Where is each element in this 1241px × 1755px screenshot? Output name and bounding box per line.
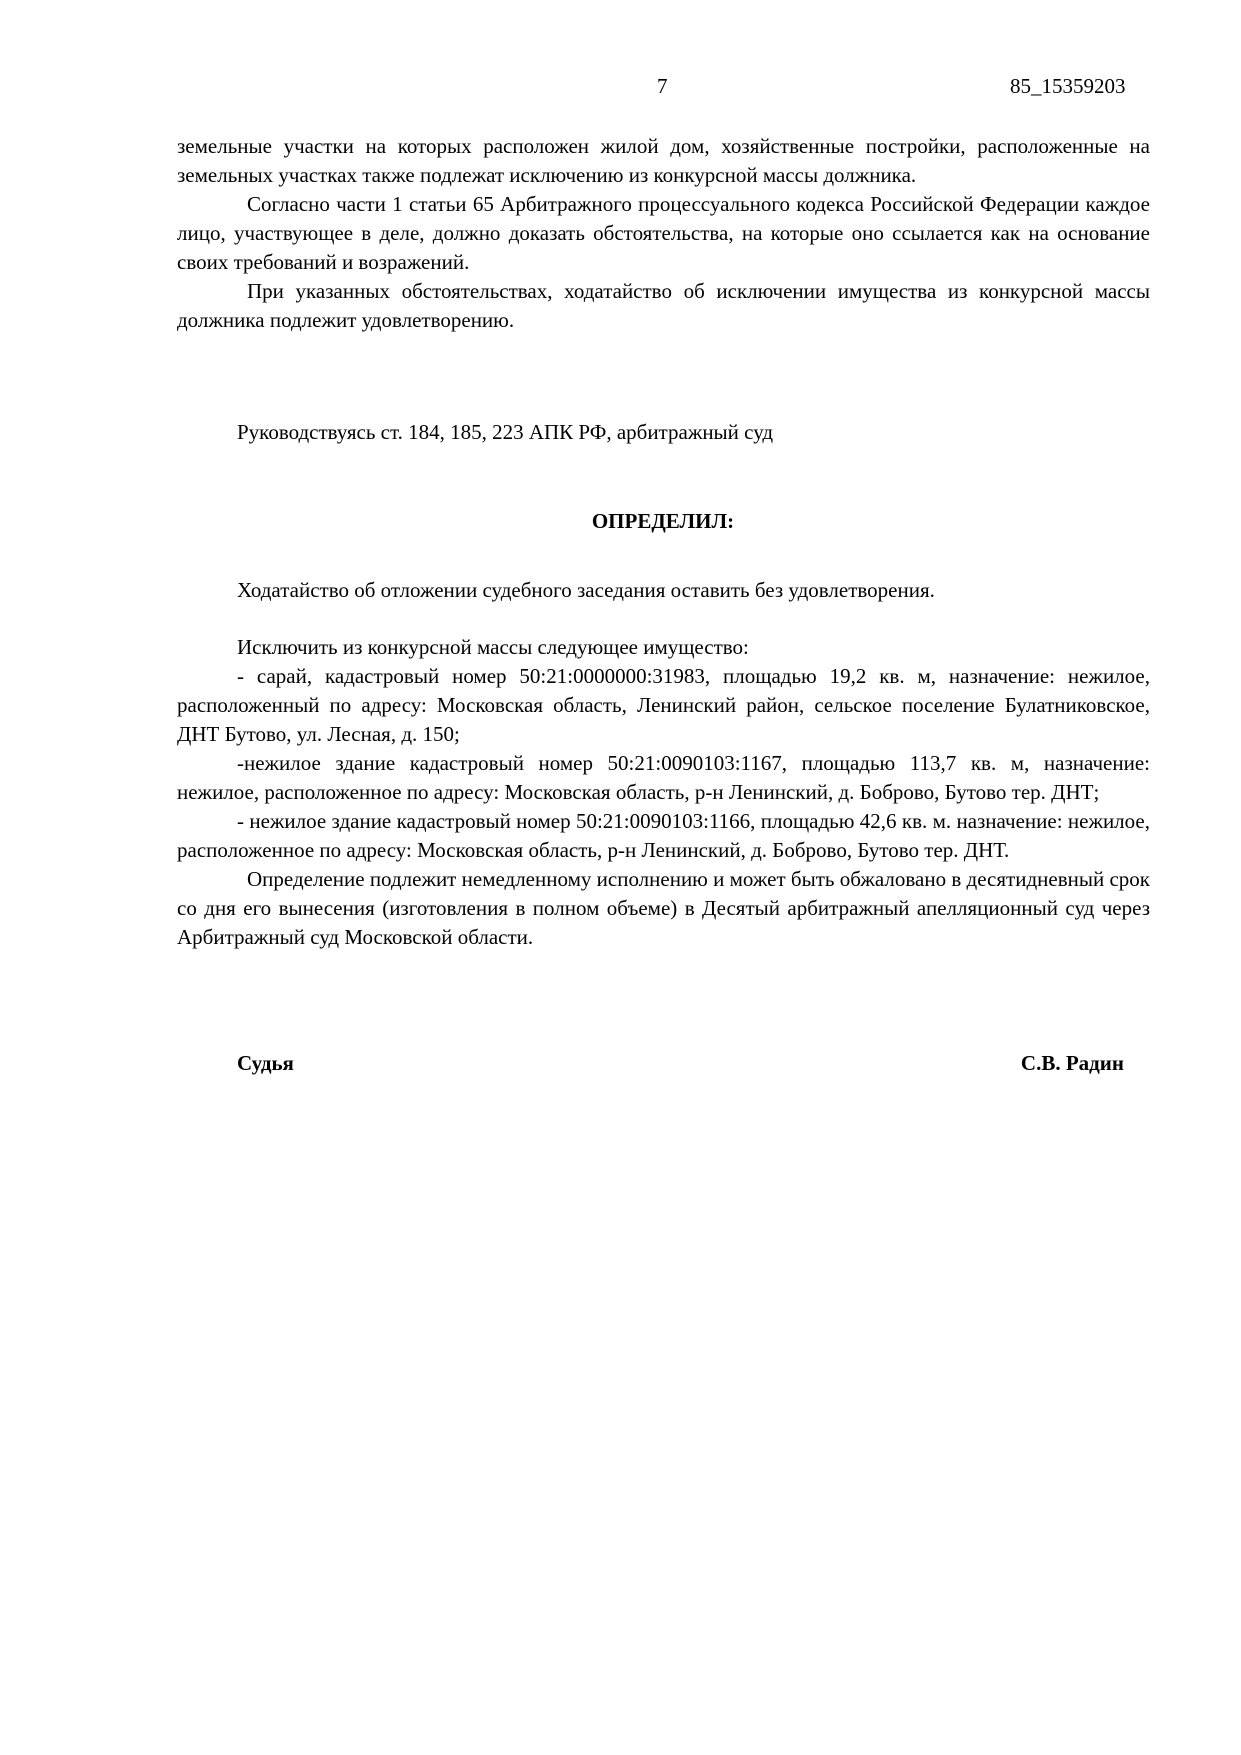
paragraph: При указанных обстоятельствах, ходатайство об исключении имущества из конкурсной массы должника подлежит удовлетворению. (177, 279, 1150, 332)
document-id: 85_15359203 (1010, 74, 1126, 98)
signature-title: Судья (237, 1051, 294, 1075)
paragraph: земельные участки на которых расположен жилой дом, хозяйственные постройки, расположенные на земельных участках также подлежат исключению из конкурсной массы должника. (177, 134, 1150, 187)
paragraph: Исключить из конкурсной массы следующее имущество: (237, 635, 749, 659)
ruling-heading: ОПРЕДЕЛИЛ: (591, 509, 735, 533)
property-item: -нежилое здание кадастровый номер 50:21:0090103:1167, площадью 113,7 кв. м, назначение: нежилое, расположенное по адресу: Московская область, р-н Ленинский, д. Боброво, Бутово тер. ДНТ; (177, 751, 1150, 804)
paragraph: Согласно части 1 статьи 65 Арбитражного процессуального кодекса Российской Федерации каждое лицо, участвующее в деле, должно доказать обстоятельства, на которые оно ссылается как на основание своих требований и возражений. (177, 192, 1150, 274)
ruling-section (177, 633, 1150, 952)
reasoning-section (177, 132, 1150, 335)
property-item: - нежилое здание кадастровый номер 50:21:0090103:1166, площадью 42,6 кв. м. назначение: нежилое, расположенное по адресу: Московская область, р-н Ленинский, д. Боброво, Бутово тер. ДНТ. (177, 809, 1150, 862)
guided-by-text: Руководствуясь ст. 184, 185, 223 АПК РФ, арбитражный суд (237, 420, 774, 444)
paragraph: Ходатайство об отложении судебного заседания оставить без удовлетворения. (237, 578, 935, 602)
page-number: 7 (657, 74, 668, 98)
property-item: - сарай, кадастровый номер 50:21:0000000:31983, площадью 19,2 кв. м, назначение: нежилое, расположенный по адресу: Московская область, Ленинский район, сельское поселение Булатниковское, ДНТ Бутово, ул. Лесная, д. 150; (177, 664, 1150, 746)
paragraph: Определение подлежит немедленному исполнению и может быть обжаловано в десятидневный срок со дня его вынесения (изготовления в полном объеме) в Десятый арбитражный апелляционный суд через Арбитражный суд Московской области. (177, 867, 1150, 949)
signature-name: С.В. Радин (1020, 1051, 1124, 1075)
ruling-first (177, 576, 1150, 605)
